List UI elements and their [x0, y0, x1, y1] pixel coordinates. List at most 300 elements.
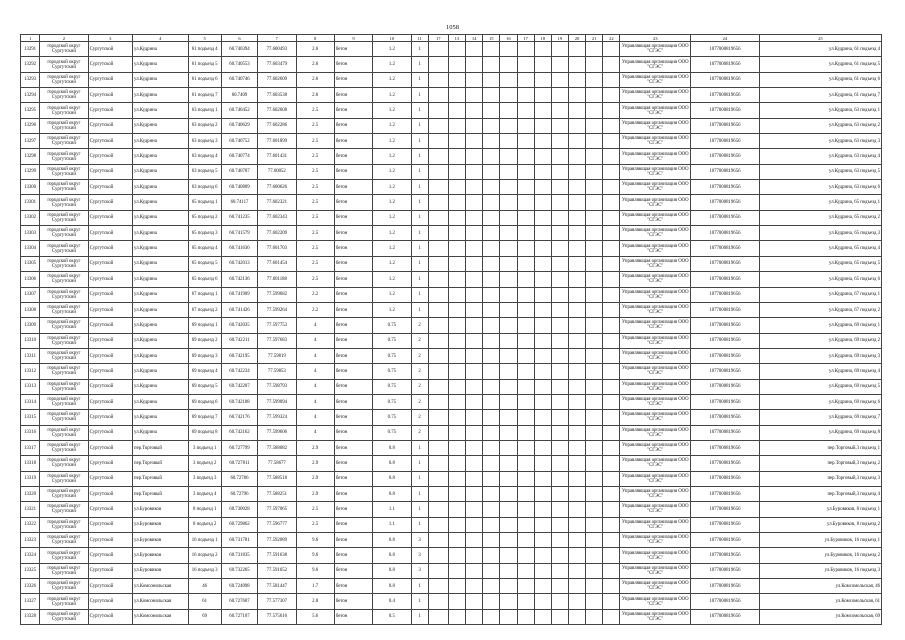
cell-empty — [483, 302, 500, 317]
cell-empty — [568, 440, 585, 455]
cell-area: 4 — [296, 425, 334, 440]
cell-house: 63 подъезд 2 — [188, 118, 221, 133]
cell-empty — [500, 134, 517, 149]
cell-empty — [500, 318, 517, 333]
cell-empty — [517, 348, 534, 363]
cell-empty — [517, 486, 534, 501]
cell-empty — [448, 272, 465, 287]
cell-surface: бетон — [334, 88, 372, 103]
cell-empty — [586, 486, 603, 501]
cell-lon: 77.602286 — [258, 118, 296, 133]
cell-lat: 60.727811 — [221, 456, 257, 471]
column-number: 17 — [517, 35, 534, 42]
cell-empty — [428, 517, 448, 532]
cell-street: ул.Кудрина — [133, 410, 189, 425]
cell-house: 61 подъезд 6 — [188, 72, 221, 87]
cell-area: 2.5 — [296, 210, 334, 225]
cell-empty — [483, 272, 500, 287]
cell-empty — [517, 456, 534, 471]
cell-cnt: 1 — [411, 609, 428, 624]
cell-empty — [517, 333, 534, 348]
cell-area: 2.5 — [296, 256, 334, 271]
cell-empty — [483, 42, 500, 57]
cell-empty — [603, 57, 620, 72]
cell-empty — [500, 164, 517, 179]
cell-org: Управляющая организация ООО "СГЭС" — [620, 594, 691, 609]
cell-org: Управляющая организация ООО "СГЭС" — [620, 394, 691, 409]
cell-empty — [517, 533, 534, 548]
cell-district: городской округ Сургутский — [40, 425, 88, 440]
cell-empty — [586, 272, 603, 287]
cell-empty — [586, 471, 603, 486]
cell-org: Управляющая организация ООО "СГЭС" — [620, 579, 691, 594]
cell-empty — [448, 548, 465, 563]
cell-id: 13294 — [21, 88, 40, 103]
column-number-row — [21, 35, 882, 42]
cell-lat: 60.7409 — [221, 88, 257, 103]
table-row — [21, 118, 882, 133]
cell-surface: бетон — [334, 502, 372, 517]
cell-street: ул.Кудрина — [133, 103, 189, 118]
cell-town: Сургутской — [88, 72, 132, 87]
cell-empty — [551, 456, 568, 471]
cell-district: городской округ Сургутский — [40, 410, 88, 425]
cell-district: городской округ Сургутский — [40, 486, 88, 501]
cell-empty — [483, 533, 500, 548]
cell-empty — [603, 456, 620, 471]
cell-district: городской округ Сургутский — [40, 517, 88, 532]
cell-empty — [517, 57, 534, 72]
cell-lat: 60.742234 — [221, 364, 257, 379]
cell-empty — [534, 103, 551, 118]
cell-town: Сургутской — [88, 609, 132, 624]
cell-surface: бетон — [334, 256, 372, 271]
cell-town: Сургутской — [88, 272, 132, 287]
cell-area: 4 — [296, 410, 334, 425]
cell-empty — [483, 72, 500, 87]
column-number: 7 — [258, 35, 296, 42]
cell-empty — [586, 195, 603, 210]
cell-empty — [551, 609, 568, 624]
cell-house: 61 подъезд 4 — [188, 42, 221, 57]
cell-empty — [586, 364, 603, 379]
cell-empty — [551, 594, 568, 609]
cell-empty — [517, 410, 534, 425]
cell-lat: 60.741579 — [221, 226, 257, 241]
cell-empty — [428, 548, 448, 563]
cell-empty — [448, 195, 465, 210]
cell-empty — [551, 272, 568, 287]
cell-lat: 60.740394 — [221, 42, 257, 57]
cell-empty — [568, 210, 585, 225]
cell-empty — [586, 563, 603, 578]
table-row — [21, 579, 882, 594]
cell-street: ул.Кудрина — [133, 272, 189, 287]
cell-empty — [586, 180, 603, 195]
cell-street: ул.Кудрина — [133, 57, 189, 72]
cell-surface: бетон — [334, 563, 372, 578]
cell-area: 2.5 — [296, 241, 334, 256]
cell-empty — [500, 364, 517, 379]
cell-org: Управляющая организация ООО "СГЭС" — [620, 609, 691, 624]
cell-street: ул.Кудрина — [133, 287, 189, 302]
cell-vol: 0.4 — [373, 594, 411, 609]
cell-empty — [603, 502, 620, 517]
cell-surface: бетон — [334, 440, 372, 455]
cell-lon: 77.597065 — [258, 502, 296, 517]
cell-empty — [500, 517, 517, 532]
cell-empty — [568, 364, 585, 379]
cell-vol: 0.75 — [373, 318, 411, 333]
cell-lon: 77.58677 — [258, 456, 296, 471]
cell-lon: 77.602321 — [258, 195, 296, 210]
cell-empty — [603, 256, 620, 271]
cell-empty — [500, 594, 517, 609]
cell-empty — [500, 609, 517, 624]
cell-empty — [586, 609, 603, 624]
cell-empty — [603, 210, 620, 225]
cell-cnt: 2 — [411, 348, 428, 363]
cell-lon: 77.601188 — [258, 272, 296, 287]
cell-empty — [500, 333, 517, 348]
cell-empty — [517, 195, 534, 210]
cell-empty — [568, 72, 585, 87]
column-number: 16 — [500, 35, 517, 42]
cell-lon: 77.599094 — [258, 394, 296, 409]
cell-org: Управляющая организация ООО "СГЭС" — [620, 210, 691, 225]
cell-surface: бетон — [334, 302, 372, 317]
cell-empty — [568, 410, 585, 425]
cell-empty — [448, 302, 465, 317]
cell-empty — [603, 226, 620, 241]
cell-empty — [603, 548, 620, 563]
cell-empty — [517, 502, 534, 517]
cell-empty — [483, 88, 500, 103]
cell-empty — [534, 471, 551, 486]
cell-empty — [551, 579, 568, 594]
cell-addr: ул.Кудрина, 61 подъезд 5 — [759, 57, 881, 72]
cell-surface: бетон — [334, 42, 372, 57]
cell-street: ул.Кудрина — [133, 241, 189, 256]
cell-town: Сургутской — [88, 563, 132, 578]
cell-inn: 1077000819656 — [691, 210, 760, 225]
cell-street: ул.Кудрина — [133, 195, 189, 210]
cell-empty — [586, 287, 603, 302]
cell-lon: 77.602609 — [258, 72, 296, 87]
cell-surface: бетон — [334, 118, 372, 133]
cell-cnt: 1 — [411, 134, 428, 149]
cell-empty — [603, 272, 620, 287]
cell-empty — [500, 272, 517, 287]
cell-empty — [466, 440, 483, 455]
cell-id: 13324 — [21, 548, 40, 563]
cell-empty — [428, 348, 448, 363]
cell-id: 13297 — [21, 134, 40, 149]
cell-org: Управляющая организация ООО "СГЭС" — [620, 533, 691, 548]
cell-addr: ул.Буровиков, 16 подъезд 3 — [759, 563, 881, 578]
cell-cnt: 1 — [411, 579, 428, 594]
cell-inn: 1077000819656 — [691, 594, 760, 609]
cell-empty — [466, 394, 483, 409]
cell-empty — [428, 609, 448, 624]
cell-empty — [568, 103, 585, 118]
cell-id: 13301 — [21, 195, 40, 210]
cell-empty — [483, 548, 500, 563]
cell-town: Сургутской — [88, 287, 132, 302]
cell-street: ул.Комсомольская — [133, 594, 189, 609]
cell-empty — [534, 287, 551, 302]
cell-empty — [534, 318, 551, 333]
cell-empty — [517, 241, 534, 256]
cell-org: Управляющая организация ООО "СГЭС" — [620, 241, 691, 256]
cell-id: 13316 — [21, 425, 40, 440]
cell-empty — [448, 486, 465, 501]
cell-area: 2.5 — [296, 103, 334, 118]
cell-lon: 77.591652 — [258, 563, 296, 578]
cell-lon: 77.577307 — [258, 594, 296, 609]
cell-cnt: 1 — [411, 456, 428, 471]
cell-empty — [517, 364, 534, 379]
cell-id: 13325 — [21, 563, 40, 578]
cell-town: Сургутской — [88, 425, 132, 440]
cell-empty — [534, 517, 551, 532]
cell-empty — [428, 272, 448, 287]
cell-empty — [603, 471, 620, 486]
cell-empty — [448, 42, 465, 57]
column-number: 14 — [466, 35, 483, 42]
cell-empty — [517, 517, 534, 532]
cell-addr: ул.Комсомольская, 69 — [759, 609, 881, 624]
cell-empty — [428, 149, 448, 164]
cell-empty — [448, 118, 465, 133]
cell-org: Управляющая организация ООО "СГЭС" — [620, 134, 691, 149]
cell-id: 13327 — [21, 594, 40, 609]
cell-town: Сургутской — [88, 195, 132, 210]
cell-empty — [466, 241, 483, 256]
cell-cnt: 1 — [411, 517, 428, 532]
cell-empty — [551, 210, 568, 225]
cell-surface: бетон — [334, 72, 372, 87]
table-row — [21, 456, 882, 471]
cell-inn: 1077000819656 — [691, 471, 760, 486]
cell-district: городской округ Сургутский — [40, 287, 88, 302]
column-number: 18 — [534, 35, 551, 42]
cell-inn: 1077000819656 — [691, 364, 760, 379]
cell-empty — [603, 594, 620, 609]
cell-town: Сургутской — [88, 149, 132, 164]
cell-cnt: 2 — [411, 333, 428, 348]
cell-house: 16 подъезд 2 — [188, 548, 221, 563]
cell-empty — [568, 548, 585, 563]
cell-house: 8 подъезд 2 — [188, 517, 221, 532]
cell-lat: 60.727107 — [221, 609, 257, 624]
cell-district: городской округ Сургутский — [40, 609, 88, 624]
cell-empty — [428, 241, 448, 256]
cell-vol: 1.2 — [373, 88, 411, 103]
cell-empty — [428, 72, 448, 87]
cell-empty — [448, 333, 465, 348]
cell-district: городской округ Сургутский — [40, 241, 88, 256]
cell-empty — [517, 180, 534, 195]
cell-surface: бетон — [334, 195, 372, 210]
cell-empty — [603, 88, 620, 103]
cell-id: 13309 — [21, 318, 40, 333]
cell-empty — [568, 394, 585, 409]
cell-empty — [517, 579, 534, 594]
cell-id: 13321 — [21, 502, 40, 517]
cell-vol: 0.75 — [373, 394, 411, 409]
cell-house: 3 подъезд 3 — [188, 471, 221, 486]
cell-empty — [466, 609, 483, 624]
cell-empty — [483, 502, 500, 517]
cell-vol: 1.1 — [373, 502, 411, 517]
cell-lat: 60.732265 — [221, 563, 257, 578]
cell-id: 13319 — [21, 471, 40, 486]
cell-cnt: 1 — [411, 226, 428, 241]
cell-empty — [448, 164, 465, 179]
cell-empty — [428, 195, 448, 210]
cell-house: 3 подъезд 4 — [188, 486, 221, 501]
cell-house: 3 подъезд 2 — [188, 456, 221, 471]
cell-empty — [466, 517, 483, 532]
cell-area: 2.5 — [296, 226, 334, 241]
cell-district: городской округ Сургутский — [40, 118, 88, 133]
cell-empty — [500, 456, 517, 471]
cell-empty — [500, 287, 517, 302]
cell-id: 13292 — [21, 57, 40, 72]
cell-addr: ул.Кудрина, 63 подъезд 5 — [759, 164, 881, 179]
table-row — [21, 302, 882, 317]
cell-lon: 77.601454 — [258, 256, 296, 271]
cell-area: 2.9 — [296, 456, 334, 471]
cell-empty — [586, 164, 603, 179]
cell-empty — [551, 226, 568, 241]
cell-district: городской округ Сургутский — [40, 579, 88, 594]
table-row — [21, 164, 882, 179]
cell-vol: 1.2 — [373, 195, 411, 210]
cell-empty — [448, 579, 465, 594]
cell-empty — [466, 57, 483, 72]
cell-vol: 1.2 — [373, 241, 411, 256]
cell-empty — [428, 410, 448, 425]
cell-empty — [428, 134, 448, 149]
cell-inn: 1077000819656 — [691, 118, 760, 133]
cell-empty — [483, 241, 500, 256]
cell-lat: 60.731835 — [221, 548, 257, 563]
cell-district: городской округ Сургутский — [40, 333, 88, 348]
column-number: 11 — [411, 35, 428, 42]
cell-empty — [551, 486, 568, 501]
cell-lon: 77.59853 — [258, 364, 296, 379]
cell-empty — [483, 149, 500, 164]
cell-inn: 1077000819656 — [691, 134, 760, 149]
cell-lat: 60.741235 — [221, 210, 257, 225]
cell-lon: 77.600626 — [258, 180, 296, 195]
cell-org: Управляющая организация ООО "СГЭС" — [620, 486, 691, 501]
cell-surface: бетон — [334, 241, 372, 256]
cell-empty — [500, 210, 517, 225]
cell-inn: 1077000819656 — [691, 348, 760, 363]
column-number: 25 — [759, 35, 881, 42]
cell-area: 5.6 — [296, 609, 334, 624]
cell-surface: бетон — [334, 226, 372, 241]
cell-empty — [428, 486, 448, 501]
cell-street: ул.Комсомольская — [133, 609, 189, 624]
cell-empty — [428, 42, 448, 57]
cell-house: 8 подъезд 1 — [188, 502, 221, 517]
cell-empty — [603, 579, 620, 594]
cell-empty — [483, 440, 500, 455]
cell-lat: 60.731781 — [221, 533, 257, 548]
cell-empty — [551, 502, 568, 517]
cell-addr: пер.Торговый,3 подъезд 2 — [759, 456, 881, 471]
cell-empty — [534, 348, 551, 363]
cell-surface: бетон — [334, 318, 372, 333]
cell-house: 69 подъезд 7 — [188, 410, 221, 425]
cell-id: 13315 — [21, 410, 40, 425]
cell-org: Управляющая организация ООО "СГЭС" — [620, 517, 691, 532]
cell-town: Сургутской — [88, 42, 132, 57]
cell-empty — [517, 149, 534, 164]
cell-empty — [534, 502, 551, 517]
cell-addr: ул.Кудрина, 63 подъезд 3 — [759, 134, 881, 149]
cell-town: Сургутской — [88, 533, 132, 548]
table-row — [21, 517, 882, 532]
cell-addr: ул.Кудрина, 61 подъезд 7 — [759, 88, 881, 103]
cell-empty — [534, 57, 551, 72]
table-row — [21, 210, 882, 225]
cell-empty — [534, 425, 551, 440]
cell-empty — [603, 42, 620, 57]
cell-addr: ул.Кудрина, 65 подъезд 5 — [759, 256, 881, 271]
cell-id: 13311 — [21, 348, 40, 363]
cell-lon: 77.588082 — [258, 440, 296, 455]
cell-empty — [428, 425, 448, 440]
cell-empty — [551, 72, 568, 87]
cell-district: городской округ Сургутский — [40, 134, 88, 149]
cell-house: 65 подъезд 2 — [188, 210, 221, 225]
cell-empty — [603, 302, 620, 317]
cell-house: 69 подъезд 2 — [188, 333, 221, 348]
page-number: 1058 — [446, 24, 459, 31]
cell-cnt: 1 — [411, 287, 428, 302]
cell-cnt: 1 — [411, 88, 428, 103]
cell-vol: 0.5 — [373, 609, 411, 624]
cell-vol: 1.2 — [373, 226, 411, 241]
cell-empty — [500, 302, 517, 317]
cell-empty — [466, 195, 483, 210]
cell-house: 65 подъезд 3 — [188, 226, 221, 241]
cell-inn: 1077000819656 — [691, 226, 760, 241]
cell-street: ул.Кудрина — [133, 256, 189, 271]
cell-vol: 1.2 — [373, 42, 411, 57]
cell-empty — [534, 302, 551, 317]
cell-vol: 0.75 — [373, 410, 411, 425]
cell-empty — [500, 42, 517, 57]
cell-empty — [448, 149, 465, 164]
cell-empty — [586, 302, 603, 317]
cell-empty — [428, 57, 448, 72]
cell-empty — [568, 563, 585, 578]
cell-empty — [448, 594, 465, 609]
cell-empty — [500, 103, 517, 118]
cell-inn: 1077000819656 — [691, 256, 760, 271]
cell-empty — [534, 256, 551, 271]
cell-empty — [517, 210, 534, 225]
table-row — [21, 272, 882, 287]
cell-street: ул.Кудрина — [133, 164, 189, 179]
cell-house: 69 подъезд 5 — [188, 379, 221, 394]
